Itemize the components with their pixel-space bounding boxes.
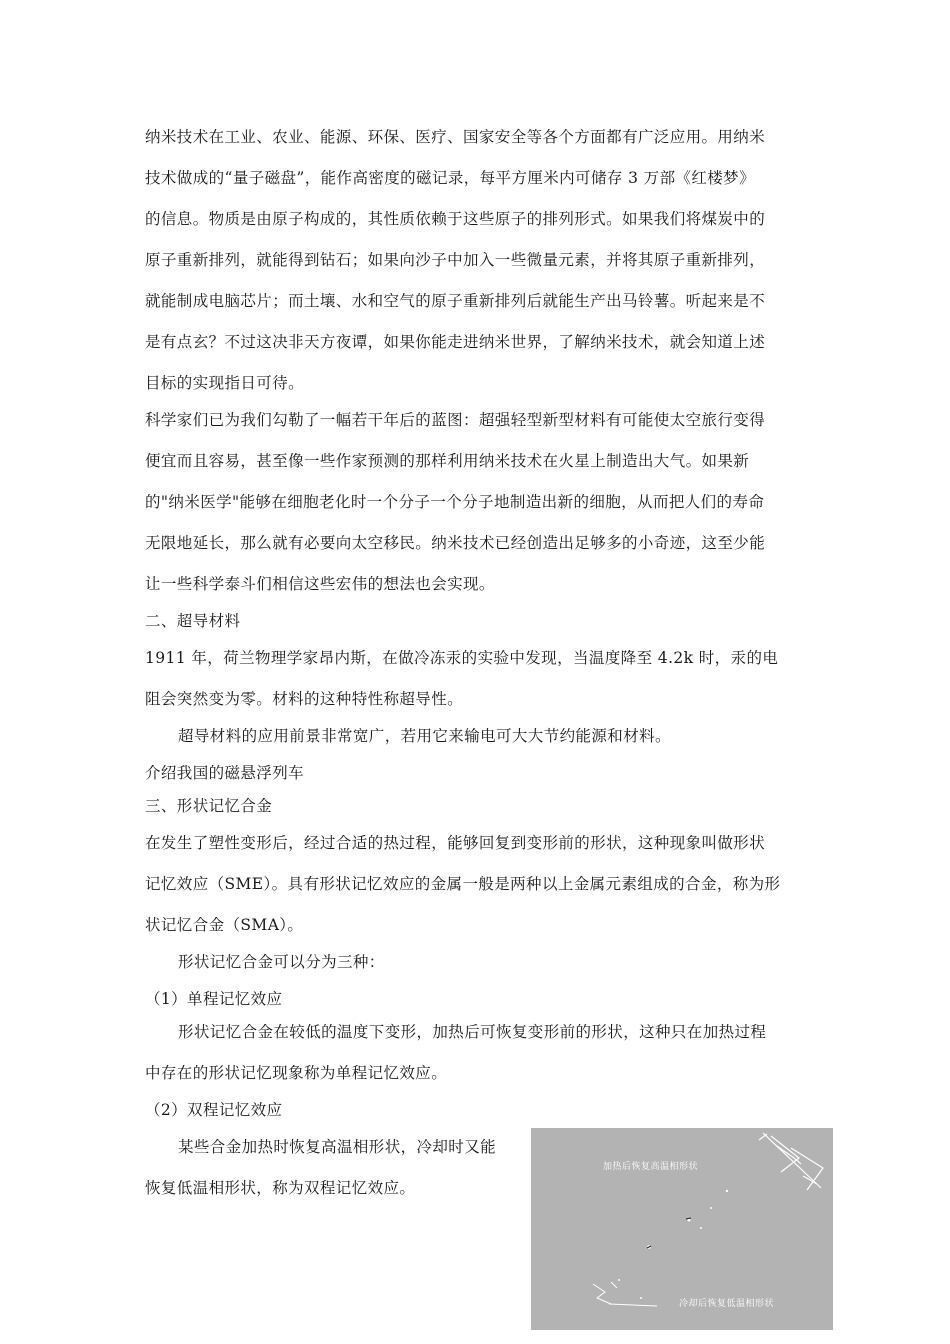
paragraph-line: 形状记忆合金可以分为三种： [178,953,385,971]
subheading: （1）单程记忆效应 [145,990,283,1008]
paragraph-line: 介绍我国的磁悬浮列车 [145,764,305,782]
paragraph-line: 阻会突然变为零。材料的这种特性称超导性。 [145,690,464,708]
figure-caption-bottom: 冷却后恢复低温相形状 [679,1299,775,1309]
subheading: （2）双程记忆效应 [145,1101,283,1119]
paragraph-line: 是有点玄？不过这决非天方夜谭，如果你能走进纳米世界，了解纳米技术，就会知道上述 [145,333,766,351]
paragraph-line: 就能制成电脑芯片；而土壤、水和空气的原子重新排列后就能生产出马铃薯。听起来是不 [145,292,766,310]
section-heading: 三、形状记忆合金 [145,797,273,815]
spring-sketch-top [759,1133,823,1190]
paragraph-line: 形状记忆合金在较低的温度下变形，加热后可恢复变形前的形状，这种只在加热过程 [178,1023,767,1041]
paragraph-line: 在发生了塑性变形后，经过合适的热过程，能够回复到变形前的形状，这种现象叫做形状 [145,834,766,852]
paragraph-line: 便宜而且容易，甚至像一些作家预测的那样利用纳米技术在火星上制造出大气。如果新 [145,452,750,470]
spring-sketch-bottom [593,1282,657,1306]
paragraph-line: 让一些科学泰斗们相信这些宏伟的想法也会实现。 [145,575,495,593]
paragraph-line: 技术做成的“量子磁盘”，能作高密度的磁记录，每平方厘米内可储存 3 万部《红楼梦》 [145,169,755,187]
paragraph-line: 状记忆合金（SMA）。 [145,916,304,934]
paragraph-line: 无限地延长，那么就有必要向太空移民。纳米技术已经创造出足够多的小奇迹，这至少能 [145,534,766,552]
paragraph-line: 中存在的形状记忆现象称为单程记忆效应。 [145,1064,448,1082]
figure-caption-top: 加热后恢复高温相形状 [603,1162,699,1172]
paragraph-line: 的信息。物质是由原子构成的，其性质依赖于这些原子的排列形式。如果我们将煤炭中的 [145,210,766,228]
paragraph-line: 1911 年，荷兰物理学家昂内斯，在做冷冻汞的实验中发现，当温度降至 4.2k 时，汞的电 [145,649,779,667]
paragraph-line: 超导材料的应用前景非常宽广，若用它来输电可大大节约能源和材料。 [178,727,671,745]
paragraph-line: 的"纳米医学"能够在细胞老化时一个分子一个分子地制造出新的细胞，从而把人们的寿命 [145,493,765,511]
paragraph-line: 记忆效应（SME）。具有形状记忆效应的金属一般是两种以上金属元素组成的合金，称为形 [145,875,781,893]
figure-sketch [531,1128,833,1330]
section-heading: 二、超导材料 [145,612,241,630]
paragraph-line: 恢复低温相形状，称为双程记忆效应。 [145,1179,416,1197]
paragraph-line: 某些合金加热时恢复高温相形状，冷却时又能 [178,1138,497,1156]
paragraph-line: 纳米技术在工业、农业、能源、环保、医疗、国家安全等各个方面都有广泛应用。用纳米 [145,128,766,146]
figure-marks [647,1218,691,1248]
paragraph-line: 原子重新排列，就能得到钻石；如果向沙子中加入一些微量元素，并将其原子重新排列， [145,251,766,269]
figure-dots [618,1190,728,1299]
two-way-memory-figure [531,1128,833,1330]
paragraph-line: 科学家们已为我们勾勒了一幅若干年后的蓝图：超强轻型新型材料有可能使太空旅行变得 [145,411,766,429]
paragraph-line: 目标的实现指日可待。 [145,374,305,392]
